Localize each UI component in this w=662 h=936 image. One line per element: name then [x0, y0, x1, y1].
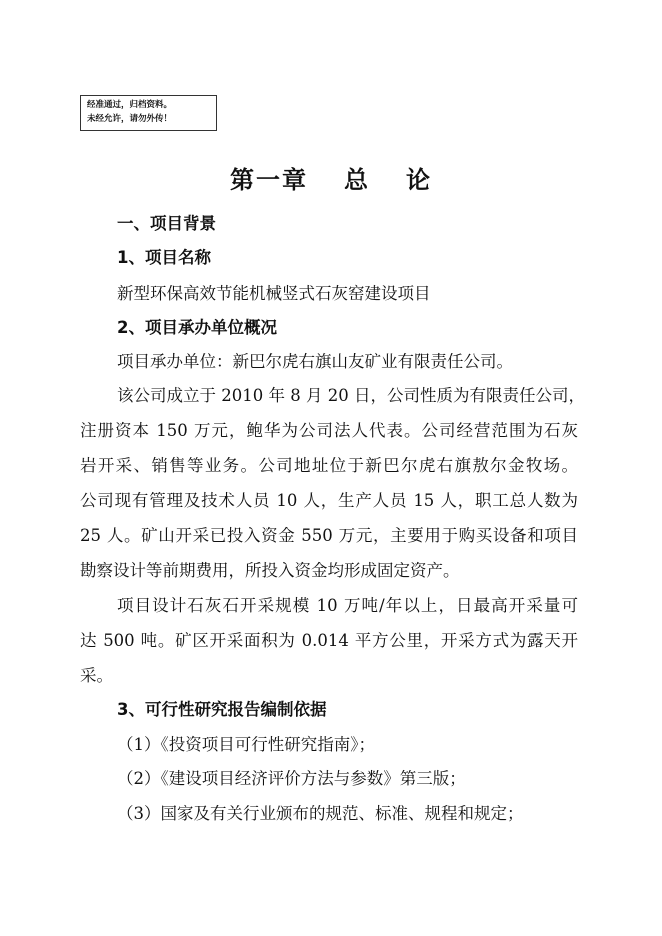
- section-heading-background: 一、项目背景: [117, 214, 216, 233]
- company-paragraph-line-2: 注册资本 150 万元，鲍华为公司法人代表。公司经营范围为石灰: [80, 421, 578, 440]
- company-paragraph-line-1: 该公司成立于 2010 年 8 月 20 日，公司性质为有限责任公司，: [117, 386, 585, 405]
- subsection-heading-basis: 3、可行性研究报告编制依据: [117, 700, 327, 719]
- mining-paragraph-line-3: 采。: [80, 666, 113, 685]
- mining-paragraph-line-1: 项目设计石灰石开采规模 10 万吨/年以上，日最高开采量可: [117, 596, 578, 615]
- chapter-number: 第一章: [230, 165, 308, 194]
- stamp-line-2: 未经允许，请勿外传！: [87, 114, 173, 124]
- company-paragraph-line-4: 公司现有管理及技术人员 10 人，生产人员 15 人，职工总人数为: [80, 491, 578, 510]
- chapter-name-char-1: 总: [344, 165, 370, 194]
- chapter-title: [0, 160, 662, 195]
- project-name-text: 新型环保高效节能机械竖式石灰窑建设项目: [117, 284, 431, 303]
- confidential-stamp: [80, 95, 217, 131]
- organization-line: 项目承办单位：新巴尔虎右旗山友矿业有限责任公司。: [117, 352, 513, 371]
- company-paragraph-line-3: 岩开采、销售等业务。公司地址位于新巴尔虎右旗敖尔金牧场。: [80, 456, 578, 475]
- company-paragraph-line-5: 25 人。矿山开采已投入资金 550 万元，主要用于购买设备和项目: [80, 526, 578, 545]
- basis-item-2: （2）《建设项目经济评价方法与参数》第三版；: [117, 769, 466, 788]
- chapter-name-char-2: 论: [406, 165, 432, 194]
- company-paragraph-line-6: 勘察设计等前期费用，所投入资金均形成固定资产。: [80, 561, 460, 580]
- mining-paragraph-line-2: 达 500 吨。矿区开采面积为 0.014 平方公里，开采方式为露天开: [80, 631, 578, 650]
- subsection-heading-organization: 2、项目承办单位概况: [117, 318, 277, 337]
- basis-item-3: （3）国家及有关行业颁布的规范、标准、规程和规定；: [117, 804, 524, 823]
- basis-item-1: （1）《投资项目可行性研究指南》；: [117, 735, 375, 754]
- stamp-line-1: 经准通过，归档资料。: [87, 100, 173, 110]
- subsection-heading-project-name: 1、项目名称: [117, 248, 211, 267]
